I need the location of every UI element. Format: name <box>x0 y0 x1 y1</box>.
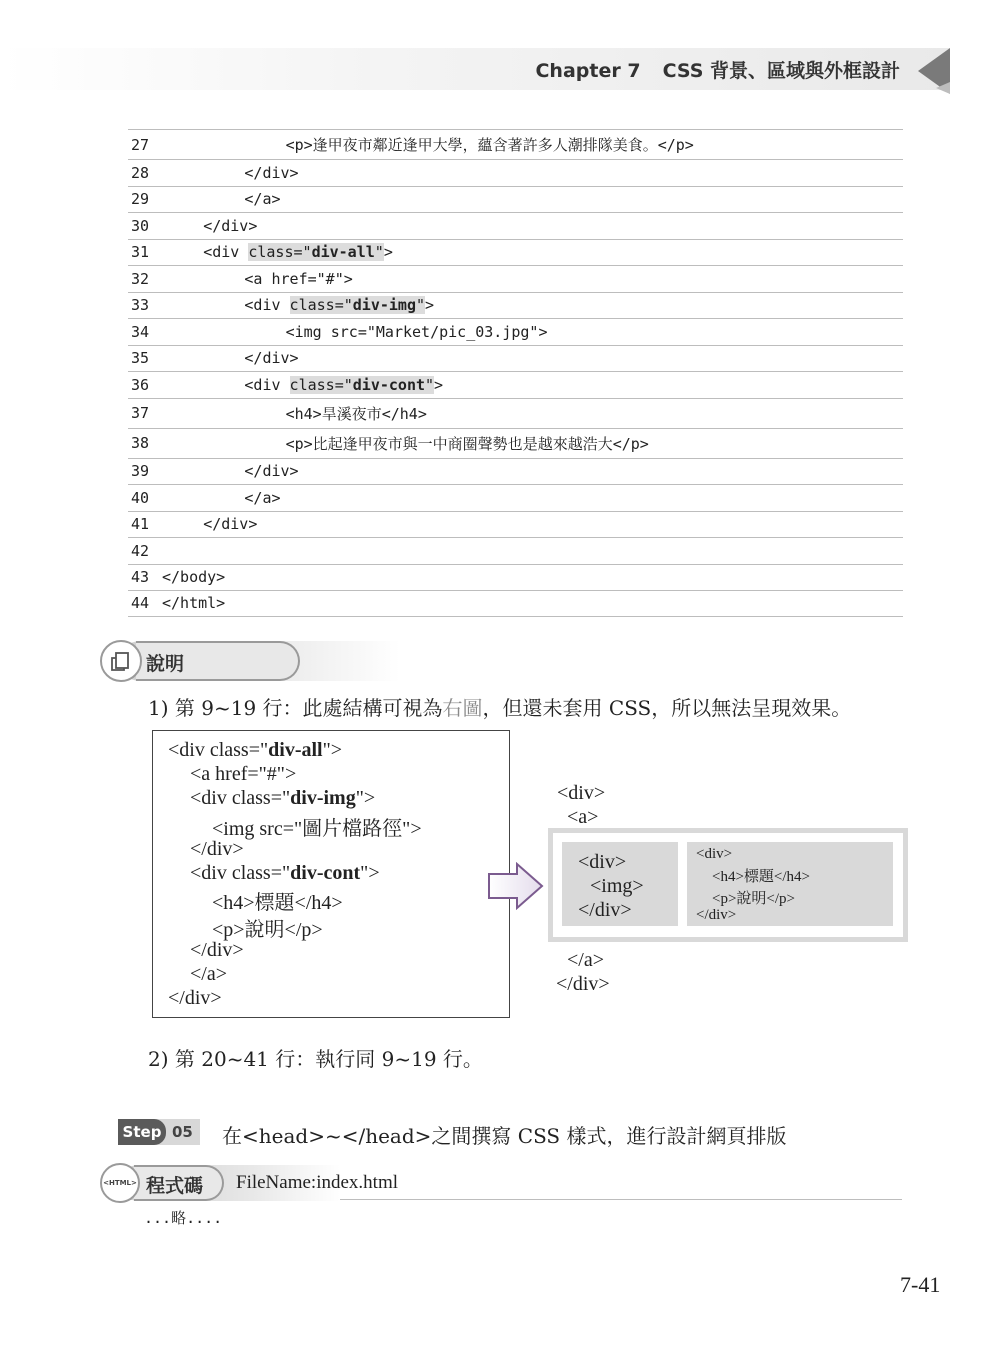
line-number: 41 <box>131 515 150 534</box>
code-line <box>128 511 903 538</box>
code-text: <p>比起逢甲夜市與一中商圈聲勢也是越來越浩大</p> <box>285 434 649 453</box>
corner-tab-icon <box>918 48 950 94</box>
code-text: </div> <box>244 462 299 481</box>
line-number: 34 <box>131 322 150 341</box>
file-name: FileName:index.html <box>236 1172 399 1193</box>
diagram-a-open: <a> <box>567 806 599 828</box>
highlighted-class: class="div-cont" <box>289 375 435 394</box>
diagram-div-open: <div> <box>557 782 606 804</box>
code-text: </div> <box>244 349 299 368</box>
explain-item-1 <box>148 692 851 721</box>
code-text: </body> <box>162 568 226 587</box>
code-label: 程式碼 <box>146 1175 204 1197</box>
section-label: 說明 <box>146 653 185 675</box>
highlighted-class: class="div-img" <box>289 296 426 315</box>
line-number: 39 <box>131 462 150 481</box>
line-number: 38 <box>131 434 150 452</box>
step-text: 在<head>~</head>之間撰寫 CSS 樣式，進行設計網頁排版 <box>222 1124 787 1148</box>
step-label: Step <box>118 1119 166 1145</box>
code-line <box>128 159 903 186</box>
line-number: 28 <box>131 163 150 182</box>
code-line <box>128 212 903 239</box>
chapter-number: Chapter 7 <box>535 60 641 82</box>
diagram-box2-line: <p>說明</p> <box>712 891 796 907</box>
box-line: <div class="div-all"> <box>168 739 343 761</box>
code-line <box>128 537 903 564</box>
code-text: <h4>旱溪夜市</h4> <box>285 404 427 423</box>
box-line: </div> <box>190 939 244 961</box>
code-text: <div class="div-img"> <box>244 296 435 315</box>
line-number: 36 <box>131 375 150 394</box>
box-line: </div> <box>168 987 222 1009</box>
code-text: </div> <box>203 515 258 534</box>
explain-item-1-grey: 右圖 <box>442 696 483 720</box>
box-line: <img src="圖片檔路徑"> <box>212 818 422 840</box>
box-line: <div class="div-img"> <box>190 787 376 809</box>
omitted-code: ...略.... <box>144 1209 223 1227</box>
diagram-box2-line: <h4>標題</h4> <box>712 869 811 885</box>
line-number: 35 <box>131 349 150 368</box>
diagram-box2-line: <div> <box>696 846 733 862</box>
line-number: 27 <box>131 135 150 154</box>
diagram-box1-line: <img> <box>590 875 644 897</box>
code-line <box>128 458 903 485</box>
line-number: 40 <box>131 488 150 507</box>
diagram-box1-line: <div> <box>578 851 627 873</box>
code-text: <div class="div-all"> <box>203 243 393 262</box>
code-text: <a href="#"> <box>244 269 353 288</box>
code-line <box>128 239 903 266</box>
line-number: 31 <box>131 243 150 262</box>
code-text: </div> <box>203 216 258 235</box>
line-number: 30 <box>131 216 150 235</box>
code-text: <img src="Market/pic_03.jpg"> <box>285 322 548 341</box>
step-badge <box>118 1119 200 1145</box>
box-line: <h4>標題</h4> <box>212 892 343 914</box>
highlighted-class: class="div-all" <box>248 243 384 262</box>
page-number: 7-41 <box>900 1272 941 1297</box>
code-listing <box>128 129 903 617</box>
code-line <box>128 484 903 511</box>
line-number: 37 <box>131 404 150 422</box>
line-number: 32 <box>131 269 150 288</box>
code-line <box>128 318 903 345</box>
diagram-div-close: </div> <box>556 973 610 995</box>
code-text: </html> <box>162 594 226 613</box>
code-text: </div> <box>244 163 299 182</box>
code-line <box>128 428 903 458</box>
box-line: </div> <box>190 838 244 860</box>
line-number: 42 <box>131 541 150 560</box>
chapter-header <box>535 56 900 83</box>
explain-item-2: 2) 第 20~41 行：執行同 9~19 行。 <box>148 1047 483 1071</box>
code-line <box>128 186 903 213</box>
structure-code-box <box>152 730 510 1018</box>
code-text: <p>逢甲夜市鄰近逢甲大學，蘊含著許多人潮排隊美食。</p> <box>285 136 694 154</box>
html-icon: <HTML> <box>100 1163 140 1203</box>
diagram-box2-line: </div> <box>696 907 737 923</box>
code-line <box>128 371 903 398</box>
code-line <box>128 265 903 292</box>
line-number: 43 <box>131 568 150 587</box>
code-text: </a> <box>244 190 281 209</box>
section-pill-explain <box>100 640 400 682</box>
box-line: </a> <box>190 963 227 985</box>
line-number: 33 <box>131 296 150 315</box>
code-text: </a> <box>244 488 281 507</box>
diagram-box1-line: </div> <box>578 899 632 921</box>
chapter-title: CSS 背景、區域與外框設計 <box>662 60 900 82</box>
box-line: <div class="div-cont"> <box>190 862 380 884</box>
right-arrow-icon <box>487 862 545 910</box>
line-number: 44 <box>131 594 150 613</box>
code-block-header <box>100 1163 902 1203</box>
explain-item-1-pre: 1) 第 9~19 行：此處結構可視為 <box>148 696 443 720</box>
code-line <box>128 129 903 159</box>
line-number: 29 <box>131 190 150 209</box>
box-line: <a href="#"> <box>190 763 297 785</box>
box-line: <p>說明</p> <box>212 919 323 941</box>
code-line <box>128 345 903 372</box>
code-line <box>128 564 903 591</box>
explain-item-1-post: ，但還未套用 CSS，所以無法呈現效果。 <box>482 696 852 720</box>
code-text: <div class="div-cont"> <box>244 375 444 394</box>
code-line <box>128 292 903 319</box>
diagram-a-close: </a> <box>567 949 604 971</box>
note-icon <box>100 640 142 682</box>
code-line <box>128 590 903 617</box>
step-number: 05 <box>172 1123 193 1141</box>
code-line <box>128 398 903 428</box>
